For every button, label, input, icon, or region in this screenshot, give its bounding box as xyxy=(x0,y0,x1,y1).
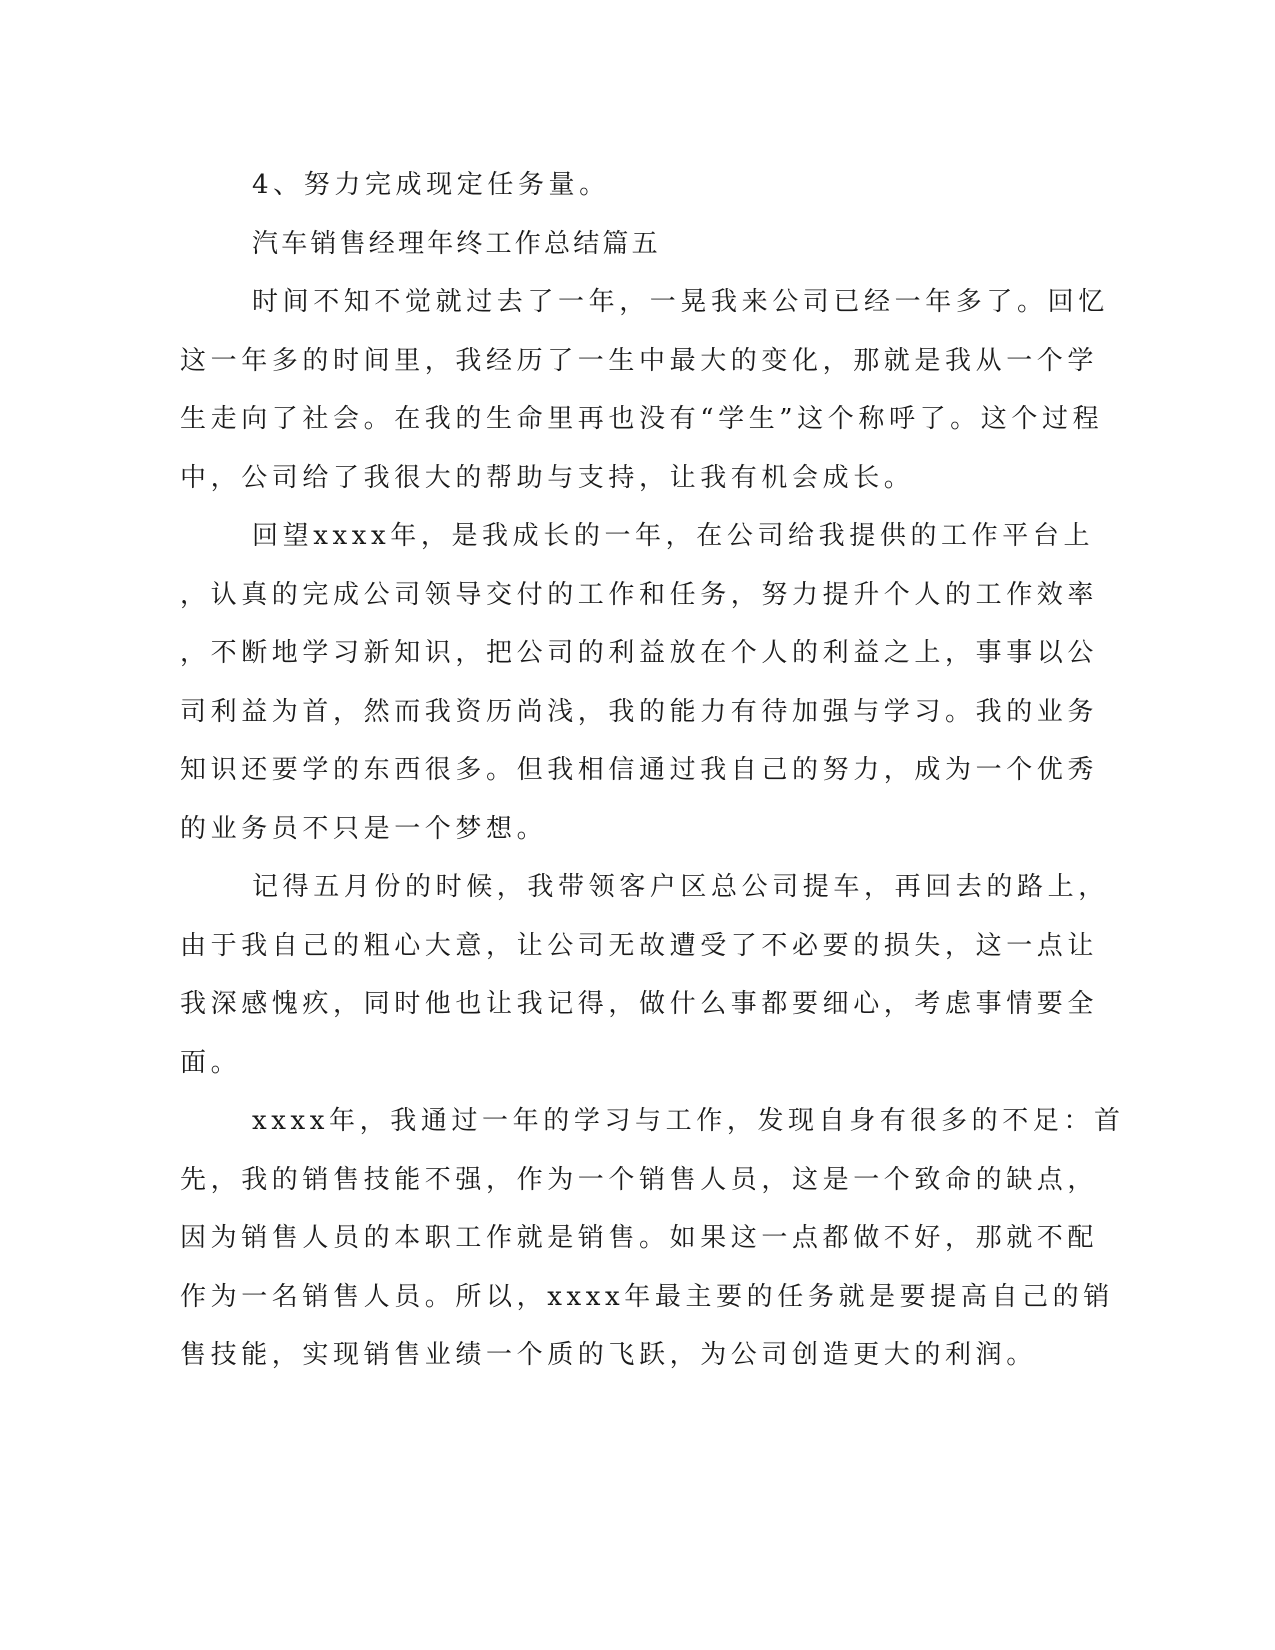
paragraph-line: 售技能，实现销售业绩一个质的飞跃，为公司创造更大的利润。 xyxy=(180,1340,1037,1370)
paragraph-line: 时间不知不觉就过去了一年，一晃我来公司已经一年多了。回忆 xyxy=(252,287,1109,317)
paragraph-line: 回望xxxx年，是我成长的一年，在公司给我提供的工作平台上 xyxy=(252,521,1095,551)
paragraph-line: 因为销售人员的本职工作就是销售。如果这一点都做不好，那就不配 xyxy=(180,1223,1099,1253)
paragraph-line: ，认真的完成公司领导交付的工作和任务，努力提升个人的工作效率 xyxy=(180,579,1099,610)
document-body xyxy=(180,156,1125,1385)
paragraph-line: 由于我自己的粗心大意，让公司无故遭受了不必要的损失，这一点让 xyxy=(180,930,1099,961)
paragraph-line: 这一年多的时间里，我经历了一生中最大的变化，那就是我从一个学 xyxy=(180,345,1099,376)
paragraph-line: 中，公司给了我很大的帮助与支持，让我有机会成长。 xyxy=(180,462,915,493)
paragraph-line: 面。 xyxy=(180,1047,242,1078)
paragraph-line: 先，我的销售技能不强，作为一个销售人员，这是一个致命的缺点， xyxy=(180,1164,1099,1195)
paragraph-4 xyxy=(180,1092,1125,1385)
paragraph-line: 作为一名销售人员。所以，xxxx年最主要的任务就是要提高自己的销 xyxy=(180,1281,1114,1312)
paragraph-line: 知识还要学的东西很多。但我相信通过我自己的努力，成为一个优秀 xyxy=(180,755,1099,785)
paragraph-line: xxxx年，我通过一年的学习与工作，发现自身有很多的不足：首 xyxy=(252,1106,1125,1136)
paragraph-1 xyxy=(180,273,1109,507)
paragraph-line: 记得五月份的时候，我带领客户区总公司提车，再回去的路上， xyxy=(252,872,1109,902)
list-item-4: 4、努力完成现定任务量。 xyxy=(252,170,610,200)
paragraph-3 xyxy=(180,858,1109,1092)
paragraph-line: 生走向了社会。在我的生命里再也没有“学生”这个称呼了。这个过程 xyxy=(180,404,1104,434)
section-title: 汽车销售经理年终工作总结篇五 xyxy=(252,228,661,259)
paragraph-line: 的业务员不只是一个梦想。 xyxy=(180,813,548,844)
paragraph-2 xyxy=(180,507,1099,858)
paragraph-line: 我深感愧疚，同时他也让我记得，做什么事都要细心，考虑事情要全 xyxy=(180,989,1099,1019)
paragraph-line: 司利益为首，然而我资历尚浅，我的能力有待加强与学习。我的业务 xyxy=(180,696,1099,727)
paragraph-line: ，不断地学习新知识，把公司的利益放在个人的利益之上，事事以公 xyxy=(180,638,1099,668)
